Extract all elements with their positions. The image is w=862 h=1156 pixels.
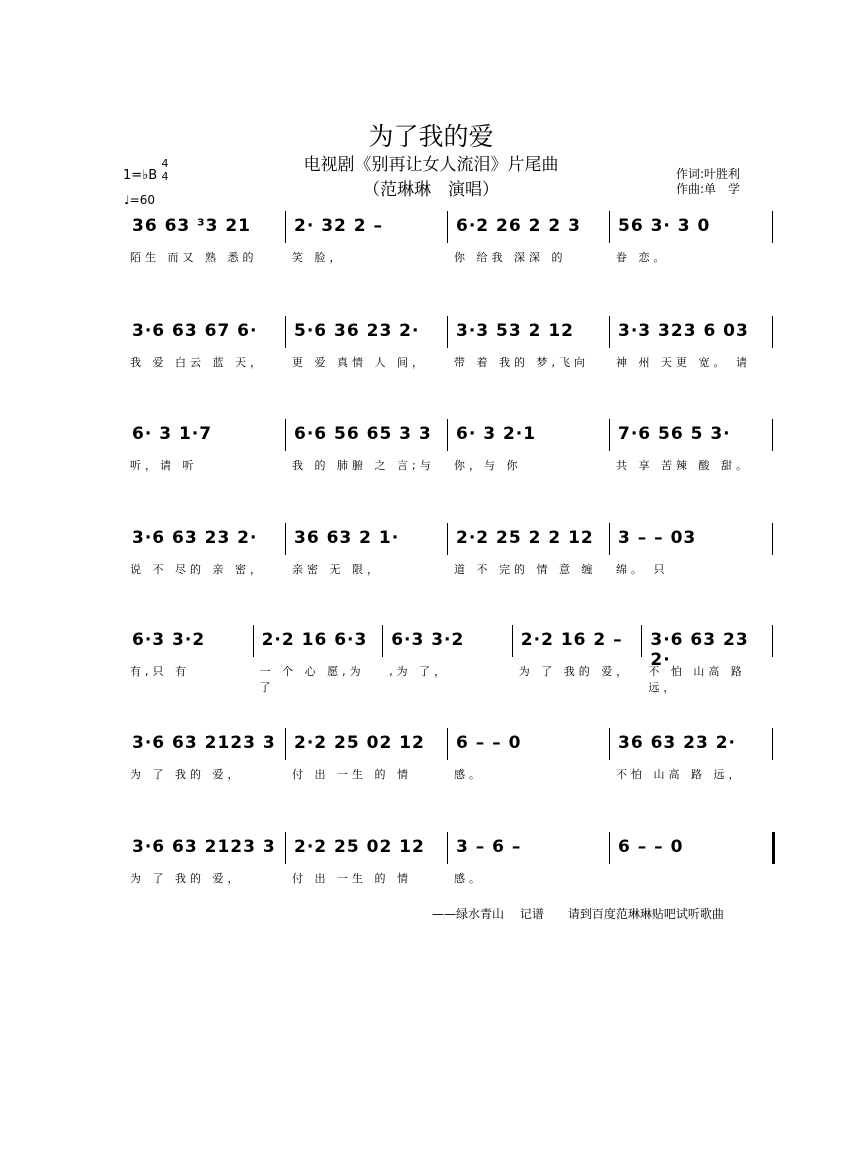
- barline: [447, 316, 448, 348]
- barline: [253, 625, 254, 657]
- score-row: [128, 527, 776, 579]
- lyric: 不怕 山高 路 远，: [616, 768, 744, 781]
- barline: [772, 419, 773, 451]
- lyric: 为 了 我的 爱，: [130, 872, 243, 885]
- measure: 5·6 36 23 2·: [294, 321, 420, 341]
- measure: 2·2 25 02 12: [294, 733, 425, 753]
- barline: [285, 832, 286, 864]
- lyrics-line: [128, 249, 776, 265]
- measure: 6· 3 1·7: [132, 424, 213, 444]
- lyrics-line: [128, 561, 776, 577]
- barline: [447, 728, 448, 760]
- measure: 3·6 63 2123 3: [132, 837, 276, 857]
- barline: [772, 211, 773, 243]
- time-top: 4: [161, 157, 169, 170]
- notes-line: [128, 215, 776, 245]
- score-row: [128, 215, 776, 267]
- barline: [772, 728, 773, 760]
- measure: 36 63 ³3 21: [132, 216, 252, 236]
- barline: [447, 419, 448, 451]
- barline: [641, 625, 642, 657]
- barline: [772, 316, 773, 348]
- barline: [447, 523, 448, 555]
- measure: 6·2 26 2 2 3: [456, 216, 581, 236]
- lyric: 绵。 只: [616, 563, 669, 576]
- barline: [285, 211, 286, 243]
- measure: 6·6 56 65 3 3: [294, 424, 432, 444]
- score-row: [128, 320, 776, 372]
- measure: 3·3 53 2 12: [456, 321, 575, 341]
- measure: 3·6 63 23 2·: [650, 630, 749, 670]
- lyric: 有,只 有: [130, 665, 190, 678]
- measure: 3 – 6 –: [456, 837, 522, 857]
- barline: [285, 728, 286, 760]
- final-barline: [772, 832, 775, 864]
- lyric: 说 不 尽的 亲 密，: [130, 563, 265, 576]
- lyrics-line: [128, 663, 776, 694]
- measure: 3·6 63 67 6·: [132, 321, 258, 341]
- lyric: 我 爱 白云 蓝 天，: [130, 356, 265, 369]
- lyric: 听，请 听: [130, 459, 198, 472]
- lyric: 你 给我 深深 的: [454, 251, 567, 264]
- measure: 36 63 2 1·: [294, 528, 400, 548]
- lyric: 共 享 苦辣 酸 甜。: [616, 459, 751, 472]
- barline: [285, 419, 286, 451]
- score-row: [128, 423, 776, 475]
- lyric: 道 不 完的 情 意 缠: [454, 563, 597, 576]
- lyric: 感。: [454, 768, 484, 781]
- lyric: 不 怕 山高 路 远，: [648, 665, 746, 694]
- key-signature: 1=♭B: [123, 168, 158, 183]
- lyric: 陌生 而又 熟 悉的: [130, 251, 258, 264]
- lyric: 为 了 我的 爱，: [130, 768, 243, 781]
- barline: [609, 728, 610, 760]
- time-signature: [160, 157, 170, 183]
- measure: 3·6 63 2123 3: [132, 733, 276, 753]
- measure: 6·3 3·2: [391, 630, 465, 650]
- measure: 6·3 3·2: [132, 630, 206, 650]
- lyric: 亲密 无 限，: [292, 563, 382, 576]
- barline: [609, 211, 610, 243]
- barline: [285, 316, 286, 348]
- composer-credit: 作曲:单 学: [676, 182, 741, 196]
- notes-line: [128, 423, 776, 453]
- lyric: 眷 恋。: [616, 251, 669, 264]
- tempo-marking: ♩=60: [124, 193, 155, 207]
- notes-line: [128, 527, 776, 557]
- measure: 3·3 323 6 03: [618, 321, 749, 341]
- measure: 2· 32 2 –: [294, 216, 384, 236]
- score-row: [128, 836, 776, 888]
- measure: 6 – – 0: [618, 837, 684, 857]
- measure: 56 3· 3 0: [618, 216, 711, 236]
- barline: [772, 625, 773, 657]
- lyrics-line: [128, 766, 776, 782]
- barline: [382, 625, 383, 657]
- notes-line: [128, 836, 776, 866]
- singer-credit: （范琳琳 演唱）: [363, 180, 499, 200]
- lyric: 你，与 你: [454, 459, 522, 472]
- lyrics-line: [128, 870, 776, 886]
- measure: 6 – – 0: [456, 733, 522, 753]
- lyric: 笑 脸，: [292, 251, 345, 264]
- lyricist-credit: 作词:叶胜利: [676, 167, 741, 181]
- score-row: [128, 629, 776, 694]
- measure: 6· 3 2·1: [456, 424, 537, 444]
- barline: [609, 419, 610, 451]
- footer-note: ——绿水青山 记谱 请到百度范琳琳贴吧试听歌曲: [432, 907, 724, 921]
- barline: [447, 211, 448, 243]
- barline: [512, 625, 513, 657]
- measure: 2·2 25 02 12: [294, 837, 425, 857]
- song-title: 为了我的爱: [368, 122, 494, 151]
- measure: 7·6 56 5 3·: [618, 424, 731, 444]
- notes-line: [128, 732, 776, 762]
- song-subtitle: 电视剧《别再让女人流泪》片尾曲: [303, 155, 559, 175]
- score-row: [128, 732, 776, 784]
- notes-line: [128, 320, 776, 350]
- measure: 36 63 23 2·: [618, 733, 737, 753]
- barline: [447, 832, 448, 864]
- lyric: 带 着 我的 梦,飞向: [454, 356, 589, 369]
- lyric: 我 的 肺腑 之 言;与: [292, 459, 435, 472]
- barline: [285, 523, 286, 555]
- lyric: 一 个 心 愿,为 了: [259, 665, 365, 694]
- measure: 3·6 63 23 2·: [132, 528, 258, 548]
- barline: [772, 523, 773, 555]
- measure: 2·2 16 2 –: [520, 630, 623, 650]
- barline: [609, 316, 610, 348]
- notes-line: [128, 629, 776, 670]
- measure: 3 – – 03: [618, 528, 697, 548]
- lyrics-line: [128, 457, 776, 473]
- lyric: 为 了 我的 爱，: [518, 665, 632, 678]
- lyric: 感。: [454, 872, 484, 885]
- measure: 2·2 25 2 2 12: [456, 528, 594, 548]
- lyric: 付 出 一生 的 情: [292, 872, 412, 885]
- barline: [609, 832, 610, 864]
- time-bottom: 4: [161, 170, 169, 183]
- barline: [609, 523, 610, 555]
- lyric: ,为 了，: [389, 665, 450, 678]
- lyric: 更 爱 真情 人 间，: [292, 356, 427, 369]
- measure: 2·2 16 6·3: [261, 630, 368, 650]
- lyric: 神 州 天更 宽。 请: [616, 356, 751, 369]
- lyric: 付 出 一生 的 情: [292, 768, 412, 781]
- lyrics-line: [128, 354, 776, 370]
